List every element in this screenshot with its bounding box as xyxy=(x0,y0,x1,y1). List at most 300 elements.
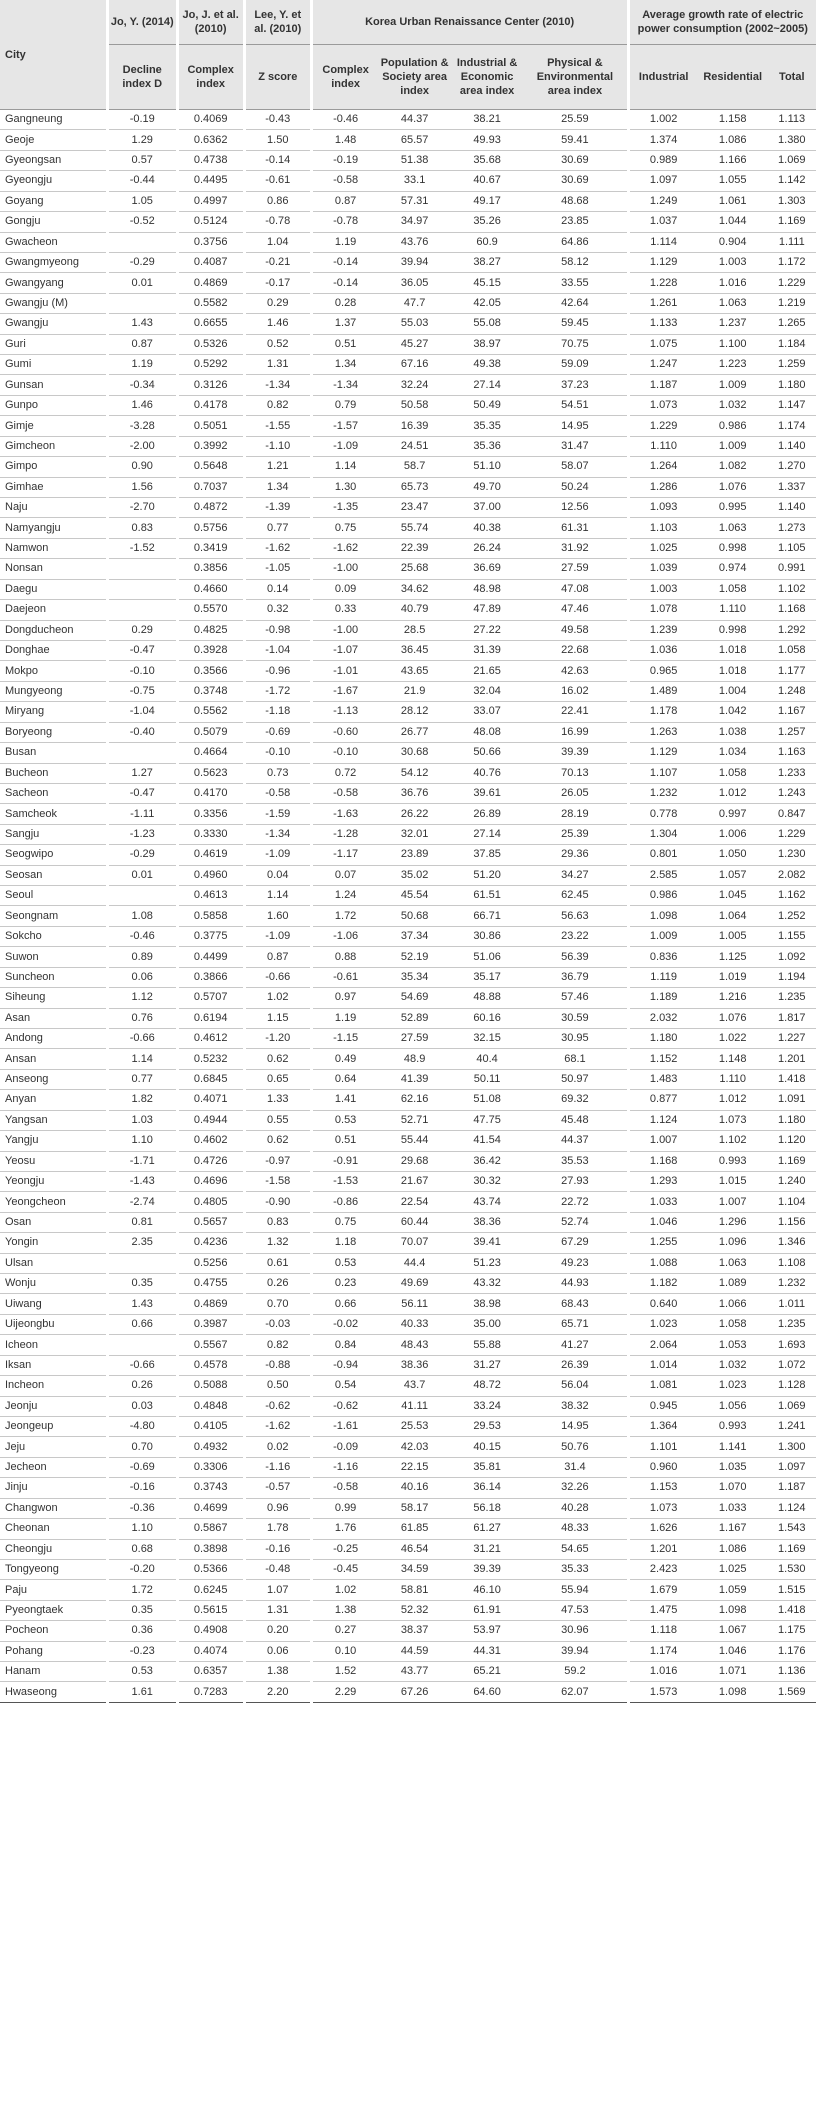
cell-kurc-complex-index: -1.28 xyxy=(311,824,378,844)
cell-ind-econ: 26.89 xyxy=(451,804,523,824)
cell-z-score: 1.04 xyxy=(244,232,311,252)
cell-industrial: 1.129 xyxy=(628,252,698,272)
table-row xyxy=(0,1376,816,1396)
cell-residential: 1.058 xyxy=(698,1314,768,1334)
cell-kurc-complex-index: -1.62 xyxy=(311,538,378,558)
cell-industrial: 1.573 xyxy=(628,1682,698,1702)
cell-ind-econ: 35.36 xyxy=(451,436,523,456)
cell-phys-env: 48.33 xyxy=(523,1519,628,1539)
cell-z-score: 0.65 xyxy=(244,1069,311,1089)
cell-pop-society: 36.76 xyxy=(378,783,450,803)
table-row xyxy=(0,1212,816,1232)
cell-ind-econ: 49.93 xyxy=(451,130,523,150)
cell-z-score: 0.70 xyxy=(244,1294,311,1314)
cell-residential: 1.061 xyxy=(698,191,768,211)
cell-total: 1.169 xyxy=(768,212,816,232)
cell-ind-econ: 40.15 xyxy=(451,1437,523,1457)
cell-city: Ulsan xyxy=(0,1253,107,1273)
cell-total: 1.232 xyxy=(768,1274,816,1294)
cell-pop-society: 41.11 xyxy=(378,1396,450,1416)
cell-z-score: 1.32 xyxy=(244,1233,311,1253)
cell-industrial: 1.264 xyxy=(628,457,698,477)
cell-complex-index: 0.5088 xyxy=(177,1376,244,1396)
cell-ind-econ: 27.22 xyxy=(451,620,523,640)
cell-complex-index: 0.6357 xyxy=(177,1662,244,1682)
cell-decline-index: 0.35 xyxy=(107,1274,177,1294)
cell-total: 1.091 xyxy=(768,1090,816,1110)
cell-phys-env: 16.99 xyxy=(523,722,628,742)
cell-residential: 1.086 xyxy=(698,130,768,150)
cell-ind-econ: 47.89 xyxy=(451,600,523,620)
cell-industrial: 0.965 xyxy=(628,661,698,681)
cell-residential: 1.016 xyxy=(698,273,768,293)
cell-z-score: 0.26 xyxy=(244,1274,311,1294)
cell-industrial: 1.088 xyxy=(628,1253,698,1273)
cell-z-score: 1.14 xyxy=(244,886,311,906)
table-row xyxy=(0,1049,816,1069)
cell-residential: 0.997 xyxy=(698,804,768,824)
cell-industrial: 0.960 xyxy=(628,1457,698,1477)
cell-industrial: 1.304 xyxy=(628,824,698,844)
cell-kurc-complex-index: -0.14 xyxy=(311,252,378,272)
table-row xyxy=(0,743,816,763)
cell-city: Hanam xyxy=(0,1662,107,1682)
cell-city: Icheon xyxy=(0,1335,107,1355)
cell-city: Uiwang xyxy=(0,1294,107,1314)
cell-pop-society: 28.12 xyxy=(378,702,450,722)
cell-ind-econ: 38.98 xyxy=(451,1294,523,1314)
table-row xyxy=(0,457,816,477)
cell-phys-env: 70.75 xyxy=(523,334,628,354)
cell-ind-econ: 51.08 xyxy=(451,1090,523,1110)
cell-kurc-complex-index: 0.99 xyxy=(311,1498,378,1518)
cell-complex-index: 0.4848 xyxy=(177,1396,244,1416)
header-kurc-complex-index: Complex index xyxy=(311,45,378,110)
cell-total: 1.252 xyxy=(768,906,816,926)
cell-z-score: 1.15 xyxy=(244,1008,311,1028)
cell-total: 1.176 xyxy=(768,1641,816,1661)
cell-total: 1.011 xyxy=(768,1294,816,1314)
cell-industrial: 2.585 xyxy=(628,865,698,885)
cell-pop-society: 54.12 xyxy=(378,763,450,783)
cell-phys-env: 59.41 xyxy=(523,130,628,150)
cell-decline-index: 0.76 xyxy=(107,1008,177,1028)
cell-z-score: -0.17 xyxy=(244,273,311,293)
cell-total: 1.530 xyxy=(768,1559,816,1579)
cell-residential: 1.067 xyxy=(698,1621,768,1641)
cell-decline-index xyxy=(107,600,177,620)
cell-total: 1.817 xyxy=(768,1008,816,1028)
table-row xyxy=(0,1437,816,1457)
cell-industrial: 1.263 xyxy=(628,722,698,742)
cell-residential: 1.063 xyxy=(698,518,768,538)
cell-decline-index: -0.40 xyxy=(107,722,177,742)
cell-decline-index: 1.05 xyxy=(107,191,177,211)
cell-ind-econ: 30.86 xyxy=(451,926,523,946)
cell-pop-society: 35.34 xyxy=(378,967,450,987)
cell-pop-society: 25.53 xyxy=(378,1417,450,1437)
cell-pop-society: 67.26 xyxy=(378,1682,450,1702)
cell-total: 1.300 xyxy=(768,1437,816,1457)
cell-ind-econ: 35.26 xyxy=(451,212,523,232)
cell-residential: 1.033 xyxy=(698,1498,768,1518)
cell-decline-index: 0.29 xyxy=(107,620,177,640)
cell-residential: 1.063 xyxy=(698,293,768,313)
cell-city: Gwangyang xyxy=(0,273,107,293)
cell-complex-index: 0.4578 xyxy=(177,1355,244,1375)
cell-z-score: 1.60 xyxy=(244,906,311,926)
table-row xyxy=(0,314,816,334)
cell-residential: 1.056 xyxy=(698,1396,768,1416)
cell-complex-index: 0.5657 xyxy=(177,1212,244,1232)
cell-city: Sangju xyxy=(0,824,107,844)
cell-z-score: -0.03 xyxy=(244,1314,311,1334)
cell-z-score: -0.61 xyxy=(244,171,311,191)
cell-ind-econ: 46.10 xyxy=(451,1580,523,1600)
cell-z-score: 0.96 xyxy=(244,1498,311,1518)
cell-industrial: 1.168 xyxy=(628,1151,698,1171)
cell-industrial: 1.489 xyxy=(628,681,698,701)
cell-ind-econ: 40.76 xyxy=(451,763,523,783)
cell-complex-index: 0.4602 xyxy=(177,1131,244,1151)
cell-residential: 1.050 xyxy=(698,845,768,865)
cell-complex-index: 0.5582 xyxy=(177,293,244,313)
cell-complex-index: 0.5051 xyxy=(177,416,244,436)
cell-decline-index: 0.70 xyxy=(107,1437,177,1457)
table-row xyxy=(0,1171,816,1191)
cell-phys-env: 26.39 xyxy=(523,1355,628,1375)
cell-complex-index: 0.5079 xyxy=(177,722,244,742)
cell-kurc-complex-index: -0.14 xyxy=(311,273,378,293)
cell-residential: 1.166 xyxy=(698,150,768,170)
cell-decline-index: -0.66 xyxy=(107,1355,177,1375)
cell-complex-index: 0.3330 xyxy=(177,824,244,844)
cell-decline-index: 1.61 xyxy=(107,1682,177,1702)
cell-city: Yangsan xyxy=(0,1110,107,1130)
cell-industrial: 1.475 xyxy=(628,1600,698,1620)
cell-pop-society: 22.54 xyxy=(378,1192,450,1212)
cell-decline-index: 1.10 xyxy=(107,1131,177,1151)
cell-total: 1.169 xyxy=(768,1151,816,1171)
cell-decline-index: 1.29 xyxy=(107,130,177,150)
cell-pop-society: 47.7 xyxy=(378,293,450,313)
cell-z-score: 1.33 xyxy=(244,1090,311,1110)
cell-decline-index: -0.23 xyxy=(107,1641,177,1661)
cell-decline-index: -1.23 xyxy=(107,824,177,844)
cell-phys-env: 38.32 xyxy=(523,1396,628,1416)
cell-residential: 1.073 xyxy=(698,1110,768,1130)
cell-residential: 1.046 xyxy=(698,1641,768,1661)
cell-ind-econ: 66.71 xyxy=(451,906,523,926)
cell-complex-index: 0.3756 xyxy=(177,232,244,252)
table-row xyxy=(0,886,816,906)
cell-pop-society: 24.51 xyxy=(378,436,450,456)
cell-industrial: 1.033 xyxy=(628,1192,698,1212)
cell-kurc-complex-index: -1.53 xyxy=(311,1171,378,1191)
table-row xyxy=(0,232,816,252)
cell-industrial: 1.081 xyxy=(628,1376,698,1396)
cell-city: Gyeongsan xyxy=(0,150,107,170)
cell-city: Daegu xyxy=(0,579,107,599)
cell-kurc-complex-index: -0.58 xyxy=(311,783,378,803)
cell-phys-env: 68.43 xyxy=(523,1294,628,1314)
cell-city: Gwangju xyxy=(0,314,107,334)
cell-z-score: 1.07 xyxy=(244,1580,311,1600)
cell-z-score: -1.39 xyxy=(244,498,311,518)
cell-kurc-complex-index: 0.79 xyxy=(311,395,378,415)
table-row xyxy=(0,1110,816,1130)
cell-decline-index: -1.52 xyxy=(107,538,177,558)
cell-residential: 0.904 xyxy=(698,232,768,252)
cell-decline-index xyxy=(107,1253,177,1273)
cell-residential: 1.053 xyxy=(698,1335,768,1355)
cell-z-score: 1.38 xyxy=(244,1662,311,1682)
cell-ind-econ: 56.18 xyxy=(451,1498,523,1518)
cell-z-score: -0.58 xyxy=(244,783,311,803)
cell-city: Cheongju xyxy=(0,1539,107,1559)
cell-z-score: 0.55 xyxy=(244,1110,311,1130)
cell-city: Seogwipo xyxy=(0,845,107,865)
cell-city: Seosan xyxy=(0,865,107,885)
cell-z-score: 0.82 xyxy=(244,1335,311,1355)
cell-city: Gyeongju xyxy=(0,171,107,191)
cell-decline-index xyxy=(107,232,177,252)
cell-complex-index: 0.5292 xyxy=(177,355,244,375)
cell-residential: 1.034 xyxy=(698,743,768,763)
cell-complex-index: 0.3928 xyxy=(177,640,244,660)
cell-total: 1.273 xyxy=(768,518,816,538)
cell-city: Jeju xyxy=(0,1437,107,1457)
cell-city: Busan xyxy=(0,743,107,763)
cell-industrial: 2.064 xyxy=(628,1335,698,1355)
cell-city: Sokcho xyxy=(0,926,107,946)
cell-decline-index: 0.68 xyxy=(107,1539,177,1559)
cell-decline-index: -0.10 xyxy=(107,661,177,681)
cell-residential: 1.012 xyxy=(698,783,768,803)
cell-decline-index: -0.44 xyxy=(107,171,177,191)
cell-industrial: 0.877 xyxy=(628,1090,698,1110)
cell-kurc-complex-index: -0.45 xyxy=(311,1559,378,1579)
cell-z-score: 0.14 xyxy=(244,579,311,599)
cell-ind-econ: 41.54 xyxy=(451,1131,523,1151)
table-row xyxy=(0,947,816,967)
cell-kurc-complex-index: 1.76 xyxy=(311,1519,378,1539)
cell-residential: 1.044 xyxy=(698,212,768,232)
cell-city: Gimpo xyxy=(0,457,107,477)
cell-ind-econ: 40.67 xyxy=(451,171,523,191)
cell-phys-env: 22.72 xyxy=(523,1192,628,1212)
cell-z-score: -0.69 xyxy=(244,722,311,742)
table-row xyxy=(0,498,816,518)
header-total: Total xyxy=(768,45,816,110)
cell-industrial: 1.046 xyxy=(628,1212,698,1232)
cell-total: 1.136 xyxy=(768,1662,816,1682)
cell-pop-society: 62.16 xyxy=(378,1090,450,1110)
cell-phys-env: 34.27 xyxy=(523,865,628,885)
cell-city: Asan xyxy=(0,1008,107,1028)
cell-city: Wonju xyxy=(0,1274,107,1294)
cell-z-score: 0.20 xyxy=(244,1621,311,1641)
cell-industrial: 1.679 xyxy=(628,1580,698,1600)
cell-total: 1.128 xyxy=(768,1376,816,1396)
cell-pop-society: 41.39 xyxy=(378,1069,450,1089)
cell-kurc-complex-index: -0.91 xyxy=(311,1151,378,1171)
cell-complex-index: 0.3419 xyxy=(177,538,244,558)
cell-z-score: 1.31 xyxy=(244,355,311,375)
cell-z-score: -0.16 xyxy=(244,1539,311,1559)
table-row xyxy=(0,355,816,375)
cell-industrial: 1.073 xyxy=(628,1498,698,1518)
cell-phys-env: 57.46 xyxy=(523,988,628,1008)
cell-industrial: 1.129 xyxy=(628,743,698,763)
cell-industrial: 1.247 xyxy=(628,355,698,375)
cell-pop-society: 40.79 xyxy=(378,600,450,620)
cell-pop-society: 34.97 xyxy=(378,212,450,232)
cell-residential: 0.998 xyxy=(698,620,768,640)
table-row xyxy=(0,1131,816,1151)
cell-kurc-complex-index: -1.07 xyxy=(311,640,378,660)
cell-decline-index: 0.89 xyxy=(107,947,177,967)
cell-pop-society: 40.33 xyxy=(378,1314,450,1334)
cell-total: 1.346 xyxy=(768,1233,816,1253)
cell-total: 1.156 xyxy=(768,1212,816,1232)
cell-city: Hwaseong xyxy=(0,1682,107,1702)
cell-complex-index: 0.4997 xyxy=(177,191,244,211)
cell-residential: 1.018 xyxy=(698,640,768,660)
cell-industrial: 1.016 xyxy=(628,1662,698,1682)
cell-decline-index: -0.66 xyxy=(107,1028,177,1048)
table-row xyxy=(0,1519,816,1539)
cell-pop-society: 34.59 xyxy=(378,1559,450,1579)
cell-total: 1.180 xyxy=(768,375,816,395)
cell-industrial: 1.189 xyxy=(628,988,698,1008)
cell-residential: 1.055 xyxy=(698,171,768,191)
cell-complex-index: 0.5570 xyxy=(177,600,244,620)
cell-complex-index: 0.3775 xyxy=(177,926,244,946)
cell-complex-index: 0.3566 xyxy=(177,661,244,681)
cell-kurc-complex-index: -0.19 xyxy=(311,150,378,170)
cell-pop-society: 61.85 xyxy=(378,1519,450,1539)
cell-phys-env: 27.59 xyxy=(523,559,628,579)
cell-kurc-complex-index: 0.66 xyxy=(311,1294,378,1314)
cell-phys-env: 40.28 xyxy=(523,1498,628,1518)
cell-phys-env: 59.45 xyxy=(523,314,628,334)
cell-industrial: 1.114 xyxy=(628,232,698,252)
cell-city: Yongin xyxy=(0,1233,107,1253)
cell-pop-society: 50.58 xyxy=(378,395,450,415)
cell-phys-env: 41.27 xyxy=(523,1335,628,1355)
table-row xyxy=(0,845,816,865)
cell-kurc-complex-index: 0.28 xyxy=(311,293,378,313)
table-row xyxy=(0,252,816,272)
cell-pop-society: 43.76 xyxy=(378,232,450,252)
cell-ind-econ: 49.17 xyxy=(451,191,523,211)
cell-ind-econ: 38.36 xyxy=(451,1212,523,1232)
cell-city: Donghae xyxy=(0,640,107,660)
cell-phys-env: 59.09 xyxy=(523,355,628,375)
cell-city: Gongju xyxy=(0,212,107,232)
cell-total: 1.229 xyxy=(768,273,816,293)
cell-pop-society: 58.81 xyxy=(378,1580,450,1600)
cell-residential: 1.058 xyxy=(698,579,768,599)
cell-complex-index: 0.5707 xyxy=(177,988,244,1008)
cell-kurc-complex-index: -1.00 xyxy=(311,559,378,579)
cell-pop-society: 55.74 xyxy=(378,518,450,538)
cell-residential: 1.076 xyxy=(698,1008,768,1028)
cell-decline-index xyxy=(107,293,177,313)
cell-city: Gwangju (M) xyxy=(0,293,107,313)
cell-city: Mungyeong xyxy=(0,681,107,701)
table-row xyxy=(0,477,816,497)
cell-phys-env: 70.13 xyxy=(523,763,628,783)
cell-phys-env: 47.53 xyxy=(523,1600,628,1620)
cell-total: 1.108 xyxy=(768,1253,816,1273)
cell-ind-econ: 48.88 xyxy=(451,988,523,1008)
cell-ind-econ: 43.74 xyxy=(451,1192,523,1212)
table-row xyxy=(0,191,816,211)
cell-ind-econ: 55.88 xyxy=(451,1335,523,1355)
cell-pop-society: 32.01 xyxy=(378,824,450,844)
cell-kurc-complex-index: -0.60 xyxy=(311,722,378,742)
cell-z-score: 0.62 xyxy=(244,1049,311,1069)
cell-industrial: 1.187 xyxy=(628,375,698,395)
cell-pop-society: 70.07 xyxy=(378,1233,450,1253)
cell-complex-index: 0.5562 xyxy=(177,702,244,722)
cell-kurc-complex-index: 0.23 xyxy=(311,1274,378,1294)
cell-phys-env: 16.02 xyxy=(523,681,628,701)
header-growth: Average growth rate of electric power consumption (2002~2005) xyxy=(628,0,816,45)
cell-phys-env: 68.1 xyxy=(523,1049,628,1069)
cell-total: 1.104 xyxy=(768,1192,816,1212)
cell-z-score: -1.72 xyxy=(244,681,311,701)
cell-phys-env: 67.29 xyxy=(523,1233,628,1253)
cell-pop-society: 43.77 xyxy=(378,1662,450,1682)
cell-phys-env: 39.94 xyxy=(523,1641,628,1661)
cell-residential: 1.032 xyxy=(698,1355,768,1375)
table-row xyxy=(0,1621,816,1641)
cell-residential: 1.045 xyxy=(698,886,768,906)
cell-complex-index: 0.4755 xyxy=(177,1274,244,1294)
cell-complex-index: 0.4944 xyxy=(177,1110,244,1130)
cell-phys-env: 62.45 xyxy=(523,886,628,906)
cell-ind-econ: 31.21 xyxy=(451,1539,523,1559)
cell-pop-society: 30.68 xyxy=(378,743,450,763)
cell-kurc-complex-index: 1.19 xyxy=(311,1008,378,1028)
cell-ind-econ: 35.35 xyxy=(451,416,523,436)
cell-phys-env: 22.41 xyxy=(523,702,628,722)
cell-total: 1.175 xyxy=(768,1621,816,1641)
cell-z-score: -0.90 xyxy=(244,1192,311,1212)
cell-complex-index: 0.5256 xyxy=(177,1253,244,1273)
cell-city: Paju xyxy=(0,1580,107,1600)
cell-total: 1.168 xyxy=(768,600,816,620)
cell-city: Nonsan xyxy=(0,559,107,579)
cell-industrial: 0.945 xyxy=(628,1396,698,1416)
cell-industrial: 0.778 xyxy=(628,804,698,824)
cell-industrial: 1.003 xyxy=(628,579,698,599)
cell-ind-econ: 32.04 xyxy=(451,681,523,701)
cell-city: Guri xyxy=(0,334,107,354)
cell-industrial: 1.107 xyxy=(628,763,698,783)
table-row xyxy=(0,600,816,620)
cell-pop-society: 55.44 xyxy=(378,1131,450,1151)
cell-industrial: 0.640 xyxy=(628,1294,698,1314)
cell-industrial: 1.374 xyxy=(628,130,698,150)
cell-kurc-complex-index: -0.78 xyxy=(311,212,378,232)
cell-complex-index: 0.6245 xyxy=(177,1580,244,1600)
cell-city: Boryeong xyxy=(0,722,107,742)
cell-decline-index: -4.80 xyxy=(107,1417,177,1437)
